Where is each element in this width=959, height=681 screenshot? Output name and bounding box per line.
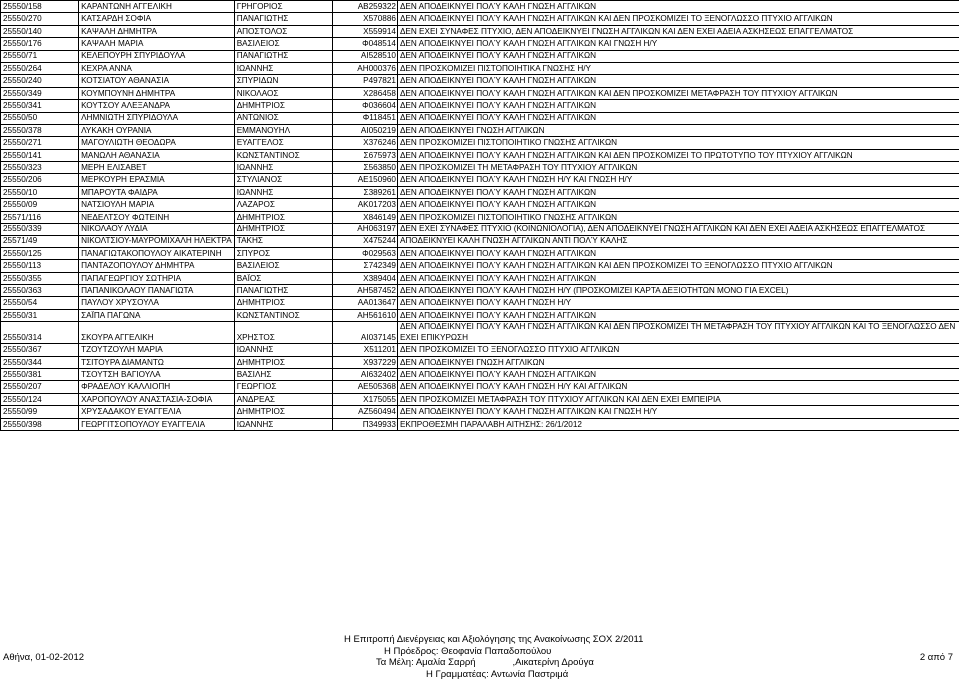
father-name-cell: ΕΜΜΑΝΟΥΗΛ: [234, 124, 332, 136]
application-id-cell: 25550/323: [1, 162, 79, 174]
father-name-cell: ΙΩΑΝΝΗΣ: [234, 344, 332, 356]
remark-cell: ΔΕΝ ΠΡΟΣΚΟΜΙΖΕΙ ΠΙΣΤΟΠΟΙΗΤΙΚΟ ΓΝΩΣΗΣ ΑΓΓΛΙΚΩΝ: [397, 211, 959, 223]
father-name-cell: ΔΗΜΗΤΡΙΟΣ: [234, 211, 332, 223]
table-row: [1, 149, 959, 161]
table-row: [1, 406, 959, 418]
remark-cell: ΔΕΝ ΠΡΟΣΚΟΜΙΖΕΙ ΤΗ ΜΕΤΑΦΡΑΣΗ ΤΟΥ ΠΤΥΧΙΟΥ ΑΓΓΛΙΚΩΝ: [397, 162, 959, 174]
table-row: [1, 62, 959, 74]
remark-cell: ΔΕΝ ΑΠΟΔΕΙΚΝΥΕΙ ΠΟΛΎ ΚΑΛΗ ΓΝΩΣΗ ΑΓΓΛΙΚΩΝ: [397, 199, 959, 211]
table-row: [1, 38, 959, 50]
father-name-cell: ΑΝΤΩΝΙΟΣ: [234, 112, 332, 124]
father-name-cell: ΒΑΣΙΛΗΣ: [234, 369, 332, 381]
id-document-cell: ΑΖ560494: [333, 406, 398, 418]
full-name-cell: ΚΑΨΑΛΗ ΜΑΡΙΑ: [79, 38, 235, 50]
id-document-cell: ΑΙ050219: [333, 124, 398, 136]
table-row: [1, 369, 959, 381]
application-id-cell: 25550/50: [1, 112, 79, 124]
full-name-cell: ΚΑΡΑΝΤΩΝΗ ΑΓΓΕΛΙΚΗ: [79, 1, 235, 13]
father-name-cell: ΔΗΜΗΤΡΙΟΣ: [234, 224, 332, 236]
father-name-cell: ΚΩΝΣΤΑΝΤΙΝΟΣ: [234, 149, 332, 161]
full-name-cell: ΚΑΤΣΑΡΔΗ ΣΟΦΙΑ: [79, 13, 235, 25]
application-id-cell: 25550/381: [1, 369, 79, 381]
application-id-cell: 25550/125: [1, 247, 79, 259]
father-name-cell: ΔΗΜΗΤΡΙΟΣ: [234, 100, 332, 112]
remark-cell: ΔΕΝ ΑΠΟΔΕΙΚΝΥΕΙ ΠΟΛΎ ΚΑΛΗ ΓΝΩΣΗ ΑΓΓΛΙΚΩΝ: [397, 186, 959, 198]
table-row: [1, 186, 959, 198]
application-id-cell: 25550/10: [1, 186, 79, 198]
application-id-cell: 25550/113: [1, 260, 79, 272]
table-row: [1, 211, 959, 223]
id-document-cell: Χ511201: [333, 344, 398, 356]
id-document-cell: ΑΑ013647: [333, 297, 398, 309]
application-id-cell: 25550/344: [1, 356, 79, 368]
table-row: [1, 297, 959, 309]
id-document-cell: Χ389404: [333, 272, 398, 284]
father-name-cell: ΔΗΜΗΤΡΙΟΣ: [234, 297, 332, 309]
full-name-cell: ΠΑΝΑΓΙΩΤΑΚΟΠΟΥΛΟΥ ΑΙΚΑΤΕΡΙΝΗ: [79, 247, 235, 259]
application-id-cell: 25550/141: [1, 149, 79, 161]
full-name-cell: ΝΙΚΟΛΤΣΙΟΥ-ΜΑΥΡΟΜΙΧΑΛΗ ΗΛΕΚΤΡΑ: [79, 235, 235, 247]
application-id-cell: 25550/207: [1, 381, 79, 393]
father-name-cell: ΑΝΔΡΕΑΣ: [234, 393, 332, 405]
id-document-cell: ΑΕ505368: [333, 381, 398, 393]
id-document-cell: Χ559914: [333, 25, 398, 37]
application-id-cell: 25550/124: [1, 393, 79, 405]
application-id-cell: 25571/49: [1, 235, 79, 247]
application-id-cell: 25550/54: [1, 297, 79, 309]
id-document-cell: Χ846149: [333, 211, 398, 223]
table-row: [1, 356, 959, 368]
id-document-cell: Σ563850: [333, 162, 398, 174]
full-name-cell: ΜΠΑΡΟΥΤΑ ΦΑΙΔΡΑ: [79, 186, 235, 198]
table-row: [1, 124, 959, 136]
remark-cell: ΔΕΝ ΑΠΟΔΕΙΚΝΥΕΙ ΠΟΛΎ ΚΑΛΗ ΓΝΩΣΗ ΑΓΓΛΙΚΩΝ: [397, 309, 959, 321]
father-name-cell: ΠΑΝΑΓΙΩΤΗΣ: [234, 285, 332, 297]
remark-cell: ΔΕΝ ΑΠΟΔΕΙΚΝΥΕΙ ΠΟΛΎ ΚΑΛΗ ΓΝΩΣΗ ΑΓΓΛΙΚΩΝ: [397, 1, 959, 13]
remark-cell: ΔΕΝ ΑΠΟΔΕΙΚΝΥΕΙ ΠΟΛΎ ΚΑΛΗ ΓΝΩΣΗ ΑΓΓΛΙΚΩΝ: [397, 247, 959, 259]
table-row: [1, 224, 959, 236]
father-name-cell: ΚΩΝΣΤΑΝΤΙΝΟΣ: [234, 309, 332, 321]
committee-line: Η Επιτροπή Διενέργειας και Αξιολόγησης της Ανακοίνωσης ΣΟΧ 2/2011: [344, 634, 644, 645]
remark-cell: ΔΕΝ ΑΠΟΔΕΙΚΝΥΕΙ ΓΝΩΣΗ ΑΓΓΛΙΚΩΝ: [397, 124, 959, 136]
father-name-cell: ΕΥΑΓΓΕΛΟΣ: [234, 137, 332, 149]
application-id-cell: 25550/71: [1, 50, 79, 62]
page-number: 2 από 7: [919, 652, 953, 663]
id-document-cell: Φ048514: [333, 38, 398, 50]
remark-cell: ΔΕΝ ΑΠΟΔΕΙΚΝΥΕΙ ΓΝΩΣΗ ΑΓΓΛΙΚΩΝ: [397, 356, 959, 368]
table-row: [1, 418, 959, 430]
id-document-cell: Σ675973: [333, 149, 398, 161]
remark-cell: ΑΠΟΔΕΙΚΝΥΕΙ ΚΑΛΗ ΓΝΩΣΗ ΑΓΓΛΙΚΩΝ ΑΝΤΙ ΠΟΛΎ ΚΑΛΗΣ: [397, 235, 959, 247]
father-name-cell: ΓΕΩΡΓΙΟΣ: [234, 381, 332, 393]
father-name-cell: ΣΤΥΛΙΑΝΟΣ: [234, 174, 332, 186]
id-document-cell: Φ036604: [333, 100, 398, 112]
full-name-cell: ΜΑΝΩΛΗ ΑΘΑΝΑΣΙΑ: [79, 149, 235, 161]
full-name-cell: ΣΚΟΥΡΑ ΑΓΓΕΛΙΚΗ: [79, 322, 235, 344]
full-name-cell: ΠΑΠΑΝΙΚΟΛΑΟΥ ΠΑΝΑΓΙΩΤΑ: [79, 285, 235, 297]
remark-cell: ΔΕΝ ΕΧΕΙ ΣΥΝΑΦΕΣ ΠΤΥΧΙΟ (ΚΟΙΝΩΝΙΟΛΟΓΙΑ), ΔΕΝ ΑΠΟΔΕΙΚΝΥΕΙ ΓΝΩΣΗ ΑΓΓΛΙΚΩΝ ΚΑΙ ΔΕΝ ΕΧΕΙ ΑΔΕΙΑ ΑΣΚΗΣΕΩΣ ΕΠΑΓΓΕΛΜΑΤΟΣ: [397, 224, 959, 236]
remark-cell: ΔΕΝ ΑΠΟΔΕΙΚΝΥΕΙ ΠΟΛΎ ΚΑΛΗ ΓΝΩΣΗ ΑΓΓΛΙΚΩΝ ΚΑΙ ΔΕΝ ΠΡΟΣΚΟΜΙΖΕΙ ΤΟ ΞΕΝΟΓΛΩΣΣΟ ΠΤΥΧΙΟ ΑΓΓΛΙΚΩΝ: [397, 13, 959, 25]
remark-cell: ΔΕΝ ΑΠΟΔΕΙΚΝΥΕΙ ΠΟΛΎ ΚΑΛΗ ΓΝΩΣΗ Η/Υ (ΠΡΟΣΚΟΜΙΖΕΙ ΚΑΡΤΑ ΔΕΞΙΟΤΗΤΩΝ ΜΟΝΟ ΓΙΑ EXCEL): [397, 285, 959, 297]
full-name-cell: ΜΑΓΟΥΛΙΩΤΗ ΘΕΟΔΩΡΑ: [79, 137, 235, 149]
remark-cell: ΔΕΝ ΑΠΟΔΕΙΚΝΥΕΙ ΠΟΛΎ ΚΑΛΗ ΓΝΩΣΗ ΑΓΓΛΙΚΩΝ ΚΑΙ ΓΝΩΣΗ Η/Υ: [397, 406, 959, 418]
father-name-cell: ΠΑΝΑΓΙΩΤΗΣ: [234, 13, 332, 25]
president-line: Η Πρόεδρος: Θεοφανία Παπαδοπούλου: [384, 645, 552, 657]
application-id-cell: 25550/339: [1, 224, 79, 236]
full-name-cell: ΛΥΚΑΚΗ ΟΥΡΑΝΙΑ: [79, 124, 235, 136]
application-id-cell: 25550/140: [1, 25, 79, 37]
application-id-cell: 25571/116: [1, 211, 79, 223]
father-name-cell: ΒΑΪΟΣ: [234, 272, 332, 284]
remark-cell: ΔΕΝ ΑΠΟΔΕΙΚΝΥΕΙ ΠΟΛΎ ΚΑΛΗ ΓΝΩΣΗ ΑΓΓΛΙΚΩΝ: [397, 100, 959, 112]
father-name-cell: ΝΙΚΟΛΑΟΣ: [234, 87, 332, 99]
table-row: [1, 25, 959, 37]
application-id-cell: 25550/355: [1, 272, 79, 284]
remark-cell: ΔΕΝ ΑΠΟΔΕΙΚΝΥΕΙ ΠΟΛΎ ΚΑΛΗ ΓΝΩΣΗ ΑΓΓΛΙΚΩΝ: [397, 112, 959, 124]
father-name-cell: ΙΩΑΝΝΗΣ: [234, 162, 332, 174]
remark-cell: ΔΕΝ ΑΠΟΔΕΙΚΝΥΕΙ ΠΟΛΎ ΚΑΛΗ ΓΝΩΣΗ ΑΓΓΛΙΚΩΝ ΚΑΙ ΔΕΝ ΠΡΟΣΚΟΜΙΖΕΙ ΜΕΤΑΦΡΑΣΗ ΤΟΥ ΠΤΥΧΙΟΥ ΑΓΓΛΙΚΩΝ: [397, 87, 959, 99]
table-row: [1, 272, 959, 284]
table-row: [1, 381, 959, 393]
full-name-cell: ΤΣΙΤΟΥΡΑ ΔΙΑΜΑΝΤΩ: [79, 356, 235, 368]
father-name-cell: ΣΠΥΡΙΔΩΝ: [234, 75, 332, 87]
father-name-cell: ΧΡΗΣΤΟΣ: [234, 322, 332, 344]
id-document-cell: Χ286458: [333, 87, 398, 99]
application-id-cell: 25550/363: [1, 285, 79, 297]
full-name-cell: ΤΣΟΥΤΣΗ ΒΑΓΙΟΥΛΑ: [79, 369, 235, 381]
remark-cell: ΔΕΝ ΑΠΟΔΕΙΚΝΥΕΙ ΠΟΛΎ ΚΑΛΗ ΓΝΩΣΗ ΑΓΓΛΙΚΩΝ ΚΑΙ ΔΕΝ ΠΡΟΣΚΟΜΙΖΕΙ ΤΗ ΜΕΤΑΦΡΑΣΗ ΤΟΥ ΠΤΥΧΙΟΥ ΑΓΓΛΙΚΩΝ ΚΑΙ ΤΟ ΞΕΝΟΓΛΩΣΣΟ ΔΕΝ ΕΧΕΙ ΕΠΙΚΥΡΩΣΗ: [397, 322, 959, 344]
application-id-cell: 25550/349: [1, 87, 79, 99]
remark-cell: ΔΕΝ ΕΧΕΙ ΣΥΝΑΦΕΣ ΠΤΥΧΙΟ, ΔΕΝ ΑΠΟΔΕΙΚΝΥΕΙ ΓΝΩΣΗ ΑΓΓΛΙΚΩΝ ΚΑΙ ΔΕΝ ΕΧΕΙ ΑΔΕΙΑ ΑΣΚΗΣΕΩΣ ΕΠΑΓΓΕΛΜΑΤΟΣ: [397, 25, 959, 37]
id-document-cell: Φ029563: [333, 247, 398, 259]
table-row: [1, 309, 959, 321]
id-document-cell: ΑΗ561610: [333, 309, 398, 321]
application-id-cell: 25550/398: [1, 418, 79, 430]
father-name-cell: ΙΩΑΝΝΗΣ: [234, 62, 332, 74]
full-name-cell: ΣΑΪΠΑ ΠΑΓΩΝΑ: [79, 309, 235, 321]
remark-cell: ΔΕΝ ΑΠΟΔΕΙΚΝΥΕΙ ΠΟΛΎ ΚΑΛΗ ΓΝΩΣΗ Η/Υ: [397, 297, 959, 309]
father-name-cell: ΣΠΥΡΟΣ: [234, 247, 332, 259]
full-name-cell: ΦΡΑΔΕΛΟΥ ΚΑΛΛΙΟΠΗ: [79, 381, 235, 393]
remark-cell: ΔΕΝ ΑΠΟΔΕΙΚΝΥΕΙ ΠΟΛΎ ΚΑΛΗ ΓΝΩΣΗ ΑΓΓΛΙΚΩΝ: [397, 50, 959, 62]
father-name-cell: ΛΑΖΑΡΟΣ: [234, 199, 332, 211]
father-name-cell: ΒΑΣΙΛΕΙΟΣ: [234, 260, 332, 272]
father-name-cell: ΙΩΑΝΝΗΣ: [234, 186, 332, 198]
full-name-cell: ΧΡΥΣΑΔΑΚΟΥ ΕΥΑΓΓΕΛΙΑ: [79, 406, 235, 418]
table-row: [1, 112, 959, 124]
id-document-cell: Χ570886: [333, 13, 398, 25]
full-name-cell: ΤΖΟΥΤΖΟΥΛΗ ΜΑΡΙΑ: [79, 344, 235, 356]
full-name-cell: ΚΑΨΑΛΗ ΔΗΜΗΤΡΑ: [79, 25, 235, 37]
table-row: [1, 247, 959, 259]
remark-cell: ΔΕΝ ΑΠΟΔΕΙΚΝΥΕΙ ΠΟΛΎ ΚΑΛΗ ΓΝΩΣΗ ΑΓΓΛΙΚΩΝ: [397, 272, 959, 284]
father-name-cell: ΔΗΜΗΤΡΙΟΣ: [234, 406, 332, 418]
id-document-cell: ΑΗ587452: [333, 285, 398, 297]
remark-cell: ΔΕΝ ΠΡΟΣΚΟΜΙΖΕΙ ΠΙΣΤΟΠΟΙΗΤΙΚΑ ΓΝΩΣΗΣ Η/Υ: [397, 62, 959, 74]
table-row: [1, 87, 959, 99]
remark-cell: ΔΕΝ ΑΠΟΔΕΙΚΝΥΕΙ ΠΟΛΎ ΚΑΛΗ ΓΝΩΣΗ Η/Υ ΚΑΙ ΑΓΓΛΙΚΩΝ: [397, 381, 959, 393]
remark-cell: ΔΕΝ ΑΠΟΔΕΙΚΝΥΕΙ ΠΟΛΎ ΚΑΛΗ ΓΝΩΣΗ Η/Υ ΚΑΙ ΓΝΩΣΗ Η/Υ: [397, 174, 959, 186]
full-name-cell: ΝΕΔΕΛΤΣΟΥ ΦΩΤΕΙΝΗ: [79, 211, 235, 223]
table-row: [1, 322, 959, 344]
father-name-cell: ΒΑΣΙΛΕΙΟΣ: [234, 38, 332, 50]
id-document-cell: Φ118451: [333, 112, 398, 124]
table-row: [1, 75, 959, 87]
id-document-cell: Ρ497821: [333, 75, 398, 87]
id-document-cell: ΑΕ150960: [333, 174, 398, 186]
application-id-cell: 25550/206: [1, 174, 79, 186]
full-name-cell: ΚΕΧΡΑ ΑΝΝΑ: [79, 62, 235, 74]
remark-cell: ΕΚΠΡΟΘΕΣΜΗ ΠΑΡΑΛΑΒΗ ΑΙΤΗΣΗΣ: 26/1/2012: [397, 418, 959, 430]
table-row: [1, 260, 959, 272]
table-row: [1, 174, 959, 186]
full-name-cell: ΚΟΥΤΣΟΥ ΑΛΕΞΑΝΔΡΑ: [79, 100, 235, 112]
application-id-cell: 25550/271: [1, 137, 79, 149]
signatures-block: [344, 634, 643, 680]
id-document-cell: ΑΙ037145: [333, 322, 398, 344]
id-document-cell: Σ389261: [333, 186, 398, 198]
document-date: Αθήνα, 01-02-2012: [3, 652, 85, 663]
table-row: [1, 199, 959, 211]
application-id-cell: 25550/99: [1, 406, 79, 418]
table-row: [1, 235, 959, 247]
father-name-cell: ΙΩΑΝΝΗΣ: [234, 418, 332, 430]
table-row: [1, 344, 959, 356]
id-document-cell: ΑΙ632402: [333, 369, 398, 381]
table-row: [1, 162, 959, 174]
full-name-cell: ΛΗΜΝΙΩΤΗ ΣΠΥΡΙΔΟΥΛΑ: [79, 112, 235, 124]
application-id-cell: 25550/240: [1, 75, 79, 87]
remark-cell: ΔΕΝ ΑΠΟΔΕΙΚΝΥΕΙ ΠΟΛΎ ΚΑΛΗ ΓΝΩΣΗ ΑΓΓΛΙΚΩΝ ΚΑΙ ΓΝΩΣΗ Η/Υ: [397, 38, 959, 50]
id-document-cell: ΑΒ259322: [333, 1, 398, 13]
secretary-line: Η Γραμματέας: Αντωνία Παστριμά: [426, 668, 569, 680]
application-id-cell: 25550/314: [1, 322, 79, 344]
application-id-cell: 25550/158: [1, 1, 79, 13]
table-row: [1, 100, 959, 112]
application-id-cell: 25550/176: [1, 38, 79, 50]
full-name-cell: ΜΕΡΚΟΥΡΗ ΕΡΑΣΜΙΑ: [79, 174, 235, 186]
id-document-cell: Χ175055: [333, 393, 398, 405]
father-name-cell: ΓΡΗΓΟΡΙΟΣ: [234, 1, 332, 13]
father-name-cell: ΑΠΟΣΤΟΛΟΣ: [234, 25, 332, 37]
remark-cell: ΔΕΝ ΑΠΟΔΕΙΚΝΥΕΙ ΠΟΛΎ ΚΑΛΗ ΓΝΩΣΗ ΑΓΓΛΙΚΩΝ ΚΑΙ ΔΕΝ ΠΡΟΣΚΟΜΙΖΕΙ ΤΟ ΞΕΝΟΓΛΩΣΣΟ ΠΤΥΧΙΟ ΑΓΓΛΙΚΩΝ: [397, 260, 959, 272]
table-row: [1, 285, 959, 297]
id-document-cell: ΑΗ063197: [333, 224, 398, 236]
table-row: [1, 50, 959, 62]
father-name-cell: ΔΗΜΗΤΡΙΟΣ: [234, 356, 332, 368]
application-id-cell: 25550/341: [1, 100, 79, 112]
remark-cell: ΔΕΝ ΑΠΟΔΕΙΚΝΥΕΙ ΠΟΛΎ ΚΑΛΗ ΓΝΩΣΗ ΑΓΓΛΙΚΩΝ ΚΑΙ ΔΕΝ ΠΡΟΣΚΟΜΙΖΕΙ ΤΟ ΠΡΩΤΟΤΥΠΟ ΤΟΥ ΠΤΥΧΙΟΥ ΑΓΓΛΙΚΩΝ: [397, 149, 959, 161]
full-name-cell: ΠΑΠΑΓΕΩΡΓΙΟΥ ΣΩΤΗΡΙΑ: [79, 272, 235, 284]
application-id-cell: 25550/378: [1, 124, 79, 136]
id-document-cell: ΑΗ000376: [333, 62, 398, 74]
full-name-cell: ΚΟΥΜΠΟΥΝΗ ΔΗΜΗΤΡΑ: [79, 87, 235, 99]
full-name-cell: ΚΟΤΣΙΑΤΟΥ ΑΘΑΝΑΣΙΑ: [79, 75, 235, 87]
id-document-cell: Σ742349: [333, 260, 398, 272]
id-document-cell: Π349933: [333, 418, 398, 430]
table-row: [1, 1, 959, 13]
table-row: [1, 13, 959, 25]
id-document-cell: Χ376246: [333, 137, 398, 149]
table-row: [1, 137, 959, 149]
application-id-cell: 25550/264: [1, 62, 79, 74]
full-name-cell: ΠΑΥΛΟΥ ΧΡΥΣΟΥΛΑ: [79, 297, 235, 309]
father-name-cell: ΤΑΚΗΣ: [234, 235, 332, 247]
id-document-cell: Χ937229: [333, 356, 398, 368]
full-name-cell: ΚΕΛΕΠΟΥΡΗ ΣΠΥΡΙΔΟΥΛΑ: [79, 50, 235, 62]
full-name-cell: ΝΙΚΟΛΑΟΥ ΛΥΔΙΑ: [79, 224, 235, 236]
full-name-cell: ΝΑΤΣΙΟΥΛΗ ΜΑΡΙΑ: [79, 199, 235, 211]
id-document-cell: Χ475244: [333, 235, 398, 247]
remark-cell: ΔΕΝ ΠΡΟΣΚΟΜΙΖΕΙ ΜΕΤΑΦΡΑΣΗ ΤΟΥ ΠΤΥΧΙΟΥ ΑΓΓΛΙΚΩΝ ΚΑΙ ΔΕΝ ΕΧΕΙ ΕΜΠΕΙΡΙΑ: [397, 393, 959, 405]
full-name-cell: ΧΑΡΟΠΟΥΛΟΥ ΑΝΑΣΤΑΣΙΑ-ΣΟΦΙΑ: [79, 393, 235, 405]
application-id-cell: 25550/09: [1, 199, 79, 211]
full-name-cell: ΜΕΡΗ ΕΛΙΣΑΒΕΤ: [79, 162, 235, 174]
remark-cell: ΔΕΝ ΠΡΟΣΚΟΜΙΖΕΙ ΠΙΣΤΟΠΟΙΗΤΙΚΟ ΓΝΩΣΗΣ ΑΓΓΛΙΚΩΝ: [397, 137, 959, 149]
application-id-cell: 25550/31: [1, 309, 79, 321]
id-document-cell: ΑΚ017203: [333, 199, 398, 211]
id-document-cell: ΑΙ528510: [333, 50, 398, 62]
table-row: [1, 393, 959, 405]
full-name-cell: ΠΑΝΤΑΖΟΠΟΥΛΟΥ ΔΗΜΗΤΡΑ: [79, 260, 235, 272]
full-name-cell: ΓΕΩΡΓΙΤΣΟΠΟΥΛΟΥ ΕΥΑΓΓΕΛΙΑ: [79, 418, 235, 430]
father-name-cell: ΠΑΝΑΓΙΩΤΗΣ: [234, 50, 332, 62]
members-line: Τα Μέλη: Αμαλία Σαρρή ,Αικατερίνη Δρούγα: [376, 657, 594, 668]
application-id-cell: 25550/367: [1, 344, 79, 356]
application-id-cell: 25550/270: [1, 13, 79, 25]
remark-cell: ΔΕΝ ΠΡΟΣΚΟΜΙΖΕΙ ΤΟ ΞΕΝΟΓΛΩΣΣΟ ΠΤΥΧΙΟ ΑΓΓΛΙΚΩΝ: [397, 344, 959, 356]
remark-cell: ΔΕΝ ΑΠΟΔΕΙΚΝΥΕΙ ΠΟΛΎ ΚΑΛΗ ΓΝΩΣΗ ΑΓΓΛΙΚΩΝ: [397, 75, 959, 87]
remark-cell: ΔΕΝ ΑΠΟΔΕΙΚΝΥΕΙ ΠΟΛΎ ΚΑΛΗ ΓΝΩΣΗ ΑΓΓΛΙΚΩΝ: [397, 369, 959, 381]
